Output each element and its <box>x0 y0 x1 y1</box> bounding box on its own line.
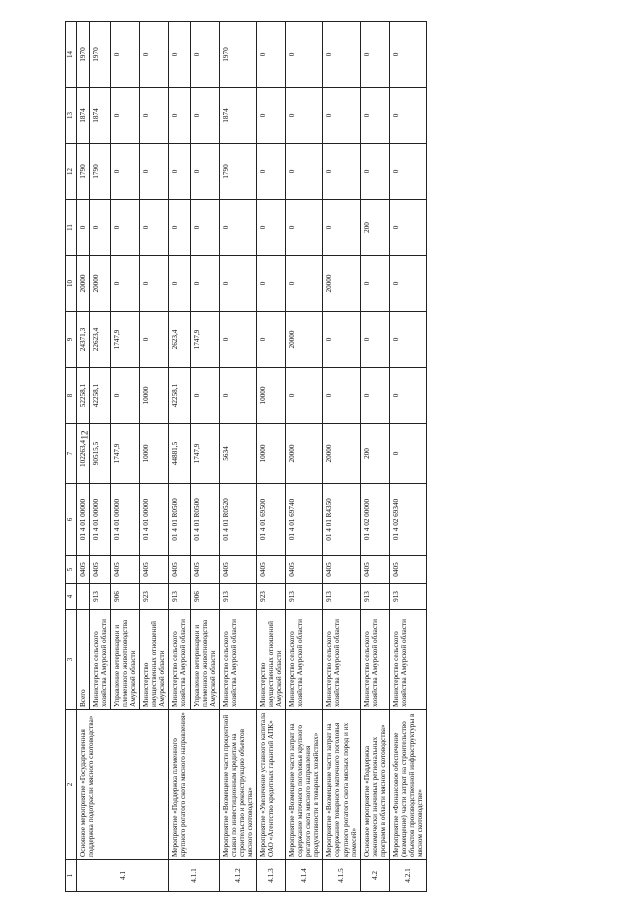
column-header: 12 <box>66 144 77 200</box>
column-header: 7 <box>66 424 77 484</box>
executor: Министерство сельского хозяйства Амурской области <box>389 610 426 710</box>
amount-cell: 0 <box>389 144 426 200</box>
amount-cell: 0 <box>111 256 140 312</box>
amount-cell: 0 <box>389 368 426 424</box>
grbs-code: 913 <box>389 584 426 610</box>
executor: Министерство сельского хозяйства Амурской области <box>219 610 256 710</box>
amount-cell: 0 <box>140 88 169 144</box>
amount-cell: 22623,4 <box>89 312 110 368</box>
amount-cell: 0 <box>323 144 360 200</box>
amount-cell: 0 <box>169 88 190 144</box>
section-code: 0405 <box>219 556 256 584</box>
activity-name: Основное мероприятие «Поддержка экономически значимых региональных программ в области мясного скотоводства» <box>360 710 389 860</box>
amount-cell: 0 <box>140 312 169 368</box>
table-row <box>256 22 285 892</box>
grbs-code: 913 <box>169 584 190 610</box>
amount-cell: 20000 <box>323 256 360 312</box>
amount-cell: 0 <box>323 200 360 256</box>
column-header: 14 <box>66 22 77 88</box>
activity-name: Мероприятие «Возмещение части процентной ставки по инвестиционным кредитам на строительство и реконструкцию объектов мясного скотоводства» <box>219 710 256 860</box>
grbs-code: 913 <box>219 584 256 610</box>
amount-cell: 20000 <box>286 424 323 484</box>
amount-cell: 1747,9 <box>111 312 140 368</box>
section-code: 0405 <box>76 556 89 584</box>
amount-cell: 0 <box>111 368 140 424</box>
table-row <box>286 22 323 892</box>
amount-cell: 0 <box>389 424 426 484</box>
amount-cell: 0 <box>219 368 256 424</box>
executor: Министерство сельского хозяйства Амурской области <box>169 610 190 710</box>
target-article-code: 01 4 02 69340 <box>389 484 426 556</box>
grbs-code: 906 <box>190 584 219 610</box>
executor: Управление ветеринарии и племенного животноводства Амурской области <box>190 610 219 710</box>
amount-cell: 0 <box>256 312 285 368</box>
amount-cell: 0 <box>76 200 89 256</box>
header-row <box>66 22 77 892</box>
executor: Министерство имущественных отношений Амурской области <box>256 610 285 710</box>
target-article-code: 01 4 01 R4350 <box>323 484 360 556</box>
target-article-code: 01 4 01 00000 <box>111 484 140 556</box>
amount-cell: 0 <box>256 200 285 256</box>
target-article-code: 01 4 01 00000 <box>140 484 169 556</box>
amount-cell: 0 <box>360 22 389 88</box>
executor: Министерство имущественных отношений Амурской области <box>140 610 169 710</box>
amount-cell: 0 <box>140 256 169 312</box>
amount-cell: 0 <box>219 200 256 256</box>
target-article-code: 01 4 01 00000 <box>89 484 110 556</box>
amount-cell: 52258,1 <box>76 368 89 424</box>
column-header: 1 <box>66 860 77 892</box>
amount-cell: 0 <box>111 88 140 144</box>
grbs-code: 906 <box>111 584 140 610</box>
row-number: 4.1.2 <box>219 860 256 892</box>
activity-name: Мероприятие «Увеличение уставного капитала ОАО «Агентство кредитных гарантий АПК» <box>256 710 285 860</box>
target-article-code: 01 4 01 00000 <box>76 484 89 556</box>
amount-cell: 20000 <box>323 424 360 484</box>
section-code: 0405 <box>89 556 110 584</box>
amount-cell: 0 <box>389 88 426 144</box>
amount-cell: 10000 <box>140 424 169 484</box>
row-number: 4.2.1 <box>389 860 426 892</box>
amount-cell: 200 <box>360 200 389 256</box>
rotated-table-container <box>65 22 635 892</box>
amount-cell: 0 <box>89 200 110 256</box>
target-article-code: 01 4 01 R0520 <box>219 484 256 556</box>
amount-cell: 42258,1 <box>169 368 190 424</box>
table-row <box>219 22 256 892</box>
amount-cell: 0 <box>389 200 426 256</box>
section-code: 0405 <box>286 556 323 584</box>
amount-cell: 1790 <box>76 144 89 200</box>
amount-cell: 1874 <box>219 88 256 144</box>
amount-cell: 0 <box>140 144 169 200</box>
amount-cell: 1747,9 <box>190 424 219 484</box>
amount-cell: 0 <box>219 312 256 368</box>
amount-cell: 1970 <box>89 22 110 88</box>
amount-cell: 1747,9 <box>111 424 140 484</box>
target-article-code: 01 4 01 69740 <box>286 484 323 556</box>
budget-table <box>65 21 427 892</box>
grbs-code: 923 <box>140 584 169 610</box>
amount-cell: 0 <box>360 256 389 312</box>
executor: Министерство сельского хозяйства Амурской области <box>360 610 389 710</box>
column-header: 9 <box>66 312 77 368</box>
column-header: 4 <box>66 584 77 610</box>
table-row <box>360 22 389 892</box>
amount-cell: 0 <box>286 144 323 200</box>
column-header: 5 <box>66 556 77 584</box>
amount-cell: 0 <box>169 22 190 88</box>
amount-cell: 1874 <box>76 88 89 144</box>
column-header: 3 <box>66 610 77 710</box>
amount-cell: 0 <box>169 144 190 200</box>
amount-cell: 0 <box>323 88 360 144</box>
executor: Министерство сельского хозяйства Амурской области <box>89 610 110 710</box>
row-number: 4.2 <box>360 860 389 892</box>
amount-cell: 102263,4 <box>76 424 89 484</box>
amount-cell: 0 <box>286 200 323 256</box>
amount-cell: 0 <box>256 144 285 200</box>
amount-cell: 10000 <box>140 368 169 424</box>
grbs-code <box>76 584 89 610</box>
activity-name: Мероприятие «Финансовое обеспечение (возмещение) части затрат на строительство объектов производственной инфраструктуры в мясном скотоводстве» <box>389 710 426 860</box>
executor: Министерство сельского хозяйства Амурской области <box>323 610 360 710</box>
amount-cell: 0 <box>111 200 140 256</box>
amount-cell: 24371,3 <box>76 312 89 368</box>
activity-name: Мероприятие «Возмещение части затрат на содержание маточного поголовья крупного рогатого скота мясного направления продуктивности в товарных хозяйствах» <box>286 710 323 860</box>
section-code: 0405 <box>169 556 190 584</box>
column-header: 10 <box>66 256 77 312</box>
amount-cell: 0 <box>286 88 323 144</box>
amount-cell: 0 <box>169 200 190 256</box>
amount-cell: 0 <box>190 88 219 144</box>
section-code: 0405 <box>389 556 426 584</box>
amount-cell: 1790 <box>89 144 110 200</box>
executor: Всего <box>76 610 89 710</box>
amount-cell: 44881,5 <box>169 424 190 484</box>
amount-cell: 0 <box>360 144 389 200</box>
amount-cell: 0 <box>389 312 426 368</box>
amount-cell: 0 <box>286 256 323 312</box>
amount-cell: 10000 <box>256 368 285 424</box>
section-code: 0405 <box>111 556 140 584</box>
column-header: 11 <box>66 200 77 256</box>
amount-cell: 2623,4 <box>169 312 190 368</box>
amount-cell: 0 <box>190 22 219 88</box>
row-number: 4.1.4 <box>286 860 323 892</box>
amount-cell: 0 <box>140 22 169 88</box>
section-code: 0405 <box>256 556 285 584</box>
target-article-code: 01 4 02 00000 <box>360 484 389 556</box>
grbs-code: 913 <box>286 584 323 610</box>
amount-cell: 1970 <box>76 22 89 88</box>
grbs-code: 913 <box>89 584 110 610</box>
amount-cell: 20000 <box>286 312 323 368</box>
table-row <box>169 22 190 892</box>
section-code: 0405 <box>140 556 169 584</box>
amount-cell: 1970 <box>219 22 256 88</box>
amount-cell: 20000 <box>89 256 110 312</box>
amount-cell: 0 <box>256 88 285 144</box>
column-header: 2 <box>66 710 77 860</box>
amount-cell: 0 <box>323 312 360 368</box>
table-row <box>389 22 426 892</box>
column-header: 13 <box>66 88 77 144</box>
amount-cell: 1747,9 <box>190 312 219 368</box>
section-code: 0405 <box>360 556 389 584</box>
amount-cell: 0 <box>360 312 389 368</box>
amount-cell: 0 <box>219 256 256 312</box>
amount-cell: 0 <box>190 200 219 256</box>
amount-cell: 0 <box>190 256 219 312</box>
amount-cell: 0 <box>256 256 285 312</box>
activity-name: Мероприятие «Возмещение части затрат на содержание товарного маточного поголовья крупного рогатого скота мясных пород и их помесей» <box>323 710 360 860</box>
amount-cell: 0 <box>256 22 285 88</box>
target-article-code: 01 4 01 R0500 <box>190 484 219 556</box>
executor: Управление ветеринарии и племенного животноводства Амурской области <box>111 610 140 710</box>
page-number: 12 <box>79 430 90 440</box>
grbs-code: 913 <box>360 584 389 610</box>
row-number: 4.1 <box>76 860 169 892</box>
amount-cell: 0 <box>389 22 426 88</box>
row-number: 4.1.1 <box>169 860 219 892</box>
activity-name: Основное мероприятие «Государственная поддержка подотрасли мясного скотоводства» <box>76 710 169 860</box>
amount-cell: 200 <box>360 424 389 484</box>
amount-cell: 0 <box>323 368 360 424</box>
row-number: 4.1.5 <box>323 860 360 892</box>
section-code: 0405 <box>190 556 219 584</box>
amount-cell: 1790 <box>219 144 256 200</box>
amount-cell: 0 <box>190 368 219 424</box>
amount-cell: 90515,5 <box>89 424 110 484</box>
amount-cell: 0 <box>389 256 426 312</box>
target-article-code: 01 4 01 69500 <box>256 484 285 556</box>
column-header: 6 <box>66 484 77 556</box>
amount-cell: 10000 <box>256 424 285 484</box>
amount-cell: 0 <box>286 368 323 424</box>
amount-cell: 0 <box>190 144 219 200</box>
amount-cell: 1874 <box>89 88 110 144</box>
amount-cell: 0 <box>286 22 323 88</box>
amount-cell: 0 <box>111 22 140 88</box>
amount-cell: 0 <box>111 144 140 200</box>
amount-cell: 42258,1 <box>89 368 110 424</box>
target-article-code: 01 4 01 R0500 <box>169 484 190 556</box>
table-row <box>76 22 89 892</box>
section-code: 0405 <box>323 556 360 584</box>
amount-cell: 20000 <box>76 256 89 312</box>
row-number: 4.1.3 <box>256 860 285 892</box>
grbs-code: 923 <box>256 584 285 610</box>
column-header: 8 <box>66 368 77 424</box>
amount-cell: 0 <box>169 256 190 312</box>
executor: Министерство сельского хозяйства Амурской области <box>286 610 323 710</box>
amount-cell: 5634 <box>219 424 256 484</box>
activity-name: Мероприятие «Поддержка племенного крупного рогатого скота мясного направления» <box>169 710 219 860</box>
amount-cell: 0 <box>323 22 360 88</box>
amount-cell: 0 <box>360 368 389 424</box>
amount-cell: 0 <box>360 88 389 144</box>
table-row <box>323 22 360 892</box>
grbs-code: 913 <box>323 584 360 610</box>
amount-cell: 0 <box>140 200 169 256</box>
